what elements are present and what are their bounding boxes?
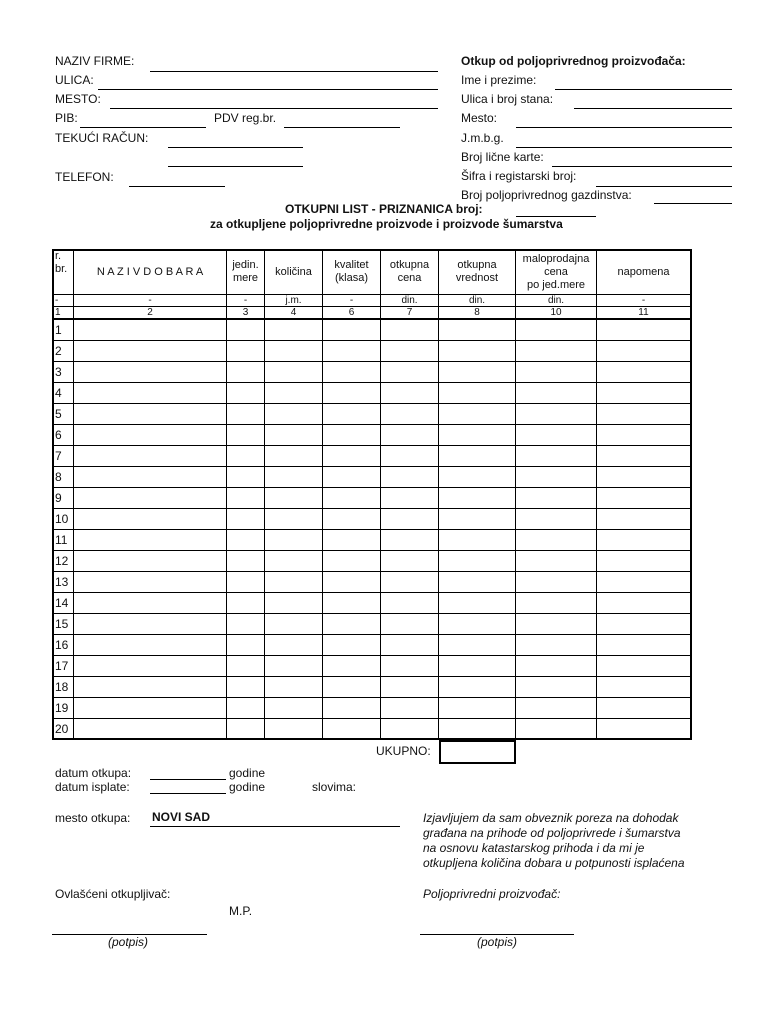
table-cell[interactable] xyxy=(439,656,516,677)
table-cell[interactable] xyxy=(381,635,439,656)
table-cell[interactable] xyxy=(597,635,691,656)
label-in-words: slovima: xyxy=(312,780,357,794)
table-cell[interactable] xyxy=(74,656,227,677)
reg-code-field[interactable] xyxy=(596,186,732,187)
statement-line-3: na osnovu katastarskog prihoda i da mi je xyxy=(423,841,645,855)
header-cell-1: N A Z I V D O B A R A xyxy=(74,250,227,295)
table-row xyxy=(53,383,691,404)
table-cell[interactable] xyxy=(74,530,227,551)
table-cell[interactable] xyxy=(265,404,323,425)
table-cell[interactable] xyxy=(323,341,381,362)
table-cell[interactable] xyxy=(516,509,597,530)
table-cell[interactable] xyxy=(381,383,439,404)
row-number: 2 xyxy=(53,341,74,362)
label-reg-code: Šifra i registarski broj: xyxy=(461,169,577,183)
table-row xyxy=(53,656,691,677)
table-cell[interactable] xyxy=(323,530,381,551)
purchase-place-value: NOVI SAD xyxy=(152,810,211,824)
row-number: 3 xyxy=(53,362,74,383)
pdv-field[interactable] xyxy=(284,127,400,128)
table-cell[interactable] xyxy=(323,488,381,509)
unit-cell-1: - xyxy=(74,295,227,307)
table-cell[interactable] xyxy=(516,614,597,635)
label-street: ULICA: xyxy=(55,73,94,87)
table-cell[interactable] xyxy=(265,446,323,467)
label-firm-name: NAZIV FIRME: xyxy=(55,54,135,68)
table-row xyxy=(53,341,691,362)
table-cell[interactable] xyxy=(597,446,691,467)
unit-cell-4: - xyxy=(323,295,381,307)
table-cell[interactable] xyxy=(516,698,597,719)
table-cell[interactable] xyxy=(597,551,691,572)
table-cell[interactable] xyxy=(227,446,265,467)
unit-cell-8: - xyxy=(597,295,691,307)
row-number: 17 xyxy=(53,656,74,677)
table-cell[interactable] xyxy=(516,593,597,614)
table-cell[interactable] xyxy=(439,425,516,446)
street-field[interactable] xyxy=(98,89,438,90)
table-cell[interactable] xyxy=(265,341,323,362)
id-card-field[interactable] xyxy=(552,166,732,167)
table-cell[interactable] xyxy=(597,656,691,677)
table-cell[interactable] xyxy=(74,698,227,719)
table-cell[interactable] xyxy=(516,551,597,572)
table-cell[interactable] xyxy=(74,488,227,509)
account-field-2[interactable] xyxy=(168,166,303,167)
document-title: OTKUPNI LIST - PRIZNANICA broj: xyxy=(285,202,483,216)
table-cell[interactable] xyxy=(74,341,227,362)
row-number: 8 xyxy=(53,467,74,488)
label-account: TEKUĆI RAČUN: xyxy=(55,131,149,145)
table-cell[interactable] xyxy=(323,719,381,740)
table-cell[interactable] xyxy=(516,383,597,404)
table-cell[interactable] xyxy=(265,319,323,341)
table-cell[interactable] xyxy=(439,719,516,740)
label-producer-name: Ime i prezime: xyxy=(461,73,537,87)
table-cell[interactable] xyxy=(265,488,323,509)
label-authorized-buyer: Ovlašćeni otkupljivač: xyxy=(55,887,171,901)
table-cell[interactable] xyxy=(227,677,265,698)
table-cell[interactable] xyxy=(516,488,597,509)
table-cell[interactable] xyxy=(381,719,439,740)
table-cell[interactable] xyxy=(227,698,265,719)
table-cell[interactable] xyxy=(516,677,597,698)
row-number: 15 xyxy=(53,614,74,635)
table-cell[interactable] xyxy=(227,509,265,530)
table-cell[interactable] xyxy=(265,635,323,656)
table-cell[interactable] xyxy=(74,425,227,446)
table-row xyxy=(53,404,691,425)
table-cell[interactable] xyxy=(597,593,691,614)
producer-place-field[interactable] xyxy=(516,127,732,128)
table-column-numbers-row xyxy=(53,307,691,320)
producer-section-title: Otkup od poljoprivrednog proizvođača: xyxy=(461,54,686,68)
table-cell[interactable] xyxy=(439,362,516,383)
table-cell[interactable] xyxy=(74,509,227,530)
table-cell[interactable] xyxy=(439,404,516,425)
firm-name-field[interactable] xyxy=(150,71,438,72)
table-cell[interactable] xyxy=(381,677,439,698)
table-cell[interactable] xyxy=(439,446,516,467)
table-cell[interactable] xyxy=(597,677,691,698)
table-cell[interactable] xyxy=(74,677,227,698)
table-cell[interactable] xyxy=(439,383,516,404)
table-cell[interactable] xyxy=(265,656,323,677)
column-number-cell-2: 3 xyxy=(227,307,265,320)
table-cell[interactable] xyxy=(227,551,265,572)
account-field-1[interactable] xyxy=(168,147,303,148)
table-cell[interactable] xyxy=(439,635,516,656)
table-cell[interactable] xyxy=(439,341,516,362)
table-cell[interactable] xyxy=(439,467,516,488)
table-cell[interactable] xyxy=(597,467,691,488)
table-cell[interactable] xyxy=(597,319,691,341)
row-number: 4 xyxy=(53,383,74,404)
table-cell[interactable] xyxy=(265,425,323,446)
table-cell[interactable] xyxy=(265,467,323,488)
table-cell[interactable] xyxy=(439,593,516,614)
table-cell[interactable] xyxy=(516,656,597,677)
producer-signature-label: (potpis) xyxy=(477,935,518,949)
table-cell[interactable] xyxy=(265,551,323,572)
table-cell[interactable] xyxy=(516,572,597,593)
table-row xyxy=(53,572,691,593)
table-cell[interactable] xyxy=(439,614,516,635)
row-number: 7 xyxy=(53,446,74,467)
table-cell[interactable] xyxy=(439,551,516,572)
table-row xyxy=(53,719,691,740)
table-cell[interactable] xyxy=(323,614,381,635)
label-pdv: PDV reg.br. xyxy=(214,111,277,125)
statement-line-2: građana na prihode od poljoprivrede i šumarstva xyxy=(423,826,681,840)
table-cell[interactable] xyxy=(381,425,439,446)
table-cell[interactable] xyxy=(265,698,323,719)
unit-cell-0: - xyxy=(53,295,74,307)
table-cell[interactable] xyxy=(516,530,597,551)
table-cell[interactable] xyxy=(516,362,597,383)
table-row xyxy=(53,677,691,698)
table-cell[interactable] xyxy=(265,572,323,593)
row-number: 5 xyxy=(53,404,74,425)
header-cell-0: r. br. xyxy=(53,250,74,295)
table-cell[interactable] xyxy=(265,362,323,383)
label-producer: Poljoprivredni proizvođač: xyxy=(423,887,561,901)
table-cell[interactable] xyxy=(597,572,691,593)
table-cell[interactable] xyxy=(227,319,265,341)
table-cell[interactable] xyxy=(265,593,323,614)
producer-name-field[interactable] xyxy=(555,89,732,90)
purchase-place-field[interactable] xyxy=(150,826,400,827)
unit-cell-6: din. xyxy=(439,295,516,307)
table-row xyxy=(53,425,691,446)
row-number: 12 xyxy=(53,551,74,572)
table-cell[interactable] xyxy=(439,677,516,698)
header-cell-4: kvalitet (klasa) xyxy=(323,250,381,295)
table-cell[interactable] xyxy=(323,509,381,530)
pib-field[interactable] xyxy=(80,127,206,128)
table-cell[interactable] xyxy=(323,362,381,383)
producer-address-field[interactable] xyxy=(574,108,732,109)
column-number-cell-7: 10 xyxy=(516,307,597,320)
label-pib: PIB: xyxy=(55,111,78,125)
column-number-cell-5: 7 xyxy=(381,307,439,320)
table-cell[interactable] xyxy=(227,614,265,635)
table-cell[interactable] xyxy=(597,425,691,446)
table-cell[interactable] xyxy=(323,425,381,446)
table-cell[interactable] xyxy=(74,551,227,572)
table-cell[interactable] xyxy=(516,319,597,341)
header-cell-8: napomena xyxy=(597,250,691,295)
table-cell[interactable] xyxy=(381,362,439,383)
label-producer-place: Mesto: xyxy=(461,111,498,125)
statement-line-1: Izjavljujem da sam obveznik poreza na dohodak xyxy=(423,811,679,825)
table-cell[interactable] xyxy=(227,488,265,509)
column-number-cell-3: 4 xyxy=(265,307,323,320)
jmbg-field[interactable] xyxy=(516,147,732,148)
table-cell[interactable] xyxy=(227,635,265,656)
table-cell[interactable] xyxy=(74,404,227,425)
header-cell-5: otkupna cena xyxy=(381,250,439,295)
table-cell[interactable] xyxy=(265,530,323,551)
table-cell[interactable] xyxy=(597,488,691,509)
table-cell[interactable] xyxy=(227,719,265,740)
row-number: 11 xyxy=(53,530,74,551)
table-row xyxy=(53,593,691,614)
table-cell[interactable] xyxy=(381,446,439,467)
document-subtitle: za otkupljene poljoprivredne proizvode i proizvode šumarstva xyxy=(210,217,563,231)
payment-date-field[interactable] xyxy=(150,793,226,794)
label-farm-number: Broj poljoprivrednog gazdinstva: xyxy=(461,188,632,202)
label-payment-date: datum isplate: xyxy=(55,780,130,794)
table-cell[interactable] xyxy=(381,572,439,593)
column-number-cell-8: 11 xyxy=(597,307,691,320)
table-cell[interactable] xyxy=(227,656,265,677)
table-cell[interactable] xyxy=(597,341,691,362)
table-cell[interactable] xyxy=(516,446,597,467)
table-units-row xyxy=(53,295,691,307)
table-cell[interactable] xyxy=(74,614,227,635)
table-row xyxy=(53,362,691,383)
place-field[interactable] xyxy=(110,108,438,109)
label-jmbg: J.m.b.g. xyxy=(461,131,504,145)
column-number-cell-0: 1 xyxy=(53,307,74,320)
table-cell[interactable] xyxy=(597,530,691,551)
label-year-1: godine xyxy=(229,766,266,780)
table-cell[interactable] xyxy=(597,362,691,383)
purchase-date-field[interactable] xyxy=(150,779,226,780)
table-cell[interactable] xyxy=(516,341,597,362)
unit-cell-2: - xyxy=(227,295,265,307)
label-place: MESTO: xyxy=(55,92,101,106)
table-cell[interactable] xyxy=(323,635,381,656)
table-cell[interactable] xyxy=(74,383,227,404)
row-number: 19 xyxy=(53,698,74,719)
table-cell[interactable] xyxy=(74,635,227,656)
table-cell[interactable] xyxy=(323,572,381,593)
table-cell[interactable] xyxy=(74,467,227,488)
total-value-box[interactable] xyxy=(439,740,516,764)
table-row xyxy=(53,530,691,551)
table-cell[interactable] xyxy=(227,383,265,404)
row-number: 13 xyxy=(53,572,74,593)
table-cell[interactable] xyxy=(227,572,265,593)
header-cell-2: jedin. mere xyxy=(227,250,265,295)
table-cell[interactable] xyxy=(227,593,265,614)
table-cell[interactable] xyxy=(227,530,265,551)
table-row xyxy=(53,446,691,467)
table-cell[interactable] xyxy=(597,698,691,719)
table-cell[interactable] xyxy=(516,467,597,488)
table-cell[interactable] xyxy=(323,656,381,677)
stamp-label: M.P. xyxy=(229,904,253,918)
table-cell[interactable] xyxy=(74,572,227,593)
table-row xyxy=(53,551,691,572)
column-number-cell-6: 8 xyxy=(439,307,516,320)
table-cell[interactable] xyxy=(323,551,381,572)
table-cell[interactable] xyxy=(381,593,439,614)
table-cell[interactable] xyxy=(516,719,597,740)
table-row xyxy=(53,488,691,509)
table-cell[interactable] xyxy=(227,404,265,425)
table-cell[interactable] xyxy=(74,362,227,383)
table-row xyxy=(53,319,691,341)
table-cell[interactable] xyxy=(74,319,227,341)
table-cell[interactable] xyxy=(439,319,516,341)
table-cell[interactable] xyxy=(381,614,439,635)
label-year-2: godine xyxy=(229,780,266,794)
row-number: 14 xyxy=(53,593,74,614)
table-cell[interactable] xyxy=(439,509,516,530)
table-row xyxy=(53,614,691,635)
table-cell[interactable] xyxy=(597,614,691,635)
items-table xyxy=(52,249,691,740)
table-cell[interactable] xyxy=(597,383,691,404)
row-number: 16 xyxy=(53,635,74,656)
table-cell[interactable] xyxy=(381,319,439,341)
table-row xyxy=(53,467,691,488)
table-cell[interactable] xyxy=(381,509,439,530)
table-cell[interactable] xyxy=(381,698,439,719)
row-number: 9 xyxy=(53,488,74,509)
table-cell[interactable] xyxy=(381,656,439,677)
table-cell[interactable] xyxy=(439,698,516,719)
table-cell[interactable] xyxy=(516,404,597,425)
table-cell[interactable] xyxy=(439,572,516,593)
label-purchase-date: datum otkupa: xyxy=(55,766,132,780)
row-number: 6 xyxy=(53,425,74,446)
phone-field[interactable] xyxy=(129,186,225,187)
table-cell[interactable] xyxy=(227,425,265,446)
table-cell[interactable] xyxy=(381,488,439,509)
table-cell[interactable] xyxy=(227,341,265,362)
table-cell[interactable] xyxy=(597,719,691,740)
table-cell[interactable] xyxy=(265,677,323,698)
unit-cell-5: din. xyxy=(381,295,439,307)
header-cell-7: maloprodajna cena po jed.mere xyxy=(516,250,597,295)
table-cell[interactable] xyxy=(381,404,439,425)
total-label: UKUPNO: xyxy=(376,744,431,758)
table-cell[interactable] xyxy=(265,509,323,530)
table-cell[interactable] xyxy=(323,404,381,425)
label-purchase-place: mesto otkupa: xyxy=(55,811,131,825)
buyer-signature-label: (potpis) xyxy=(108,935,149,949)
unit-cell-7: din. xyxy=(516,295,597,307)
table-row xyxy=(53,698,691,719)
label-phone: TELEFON: xyxy=(55,170,114,184)
table-row xyxy=(53,635,691,656)
table-cell[interactable] xyxy=(516,425,597,446)
header-cell-6: otkupna vrednost xyxy=(439,250,516,295)
header-cell-3: količina xyxy=(265,250,323,295)
table-cell[interactable] xyxy=(74,719,227,740)
statement-line-4: otkupljena količina dobara u potpunosti isplaćena xyxy=(423,856,685,870)
table-cell[interactable] xyxy=(381,341,439,362)
table-cell[interactable] xyxy=(381,467,439,488)
table-cell[interactable] xyxy=(323,467,381,488)
table-cell[interactable] xyxy=(439,530,516,551)
row-number: 18 xyxy=(53,677,74,698)
table-cell[interactable] xyxy=(381,551,439,572)
table-cell[interactable] xyxy=(227,467,265,488)
table-cell[interactable] xyxy=(516,635,597,656)
table-cell[interactable] xyxy=(381,530,439,551)
table-header-row xyxy=(53,250,691,295)
label-producer-address: Ulica i broj stana: xyxy=(461,92,554,106)
farm-number-field[interactable] xyxy=(654,203,732,204)
table-cell[interactable] xyxy=(265,719,323,740)
unit-cell-3: j.m. xyxy=(265,295,323,307)
table-cell[interactable] xyxy=(227,362,265,383)
table-row xyxy=(53,509,691,530)
table-cell[interactable] xyxy=(597,509,691,530)
table-cell[interactable] xyxy=(323,446,381,467)
table-cell[interactable] xyxy=(265,383,323,404)
row-number: 10 xyxy=(53,509,74,530)
label-id-card: Broj lične karte: xyxy=(461,150,544,164)
table-cell[interactable] xyxy=(323,319,381,341)
table-cell[interactable] xyxy=(74,593,227,614)
row-number: 20 xyxy=(53,719,74,740)
column-number-cell-4: 6 xyxy=(323,307,381,320)
column-number-cell-1: 2 xyxy=(74,307,227,320)
table-cell[interactable] xyxy=(597,404,691,425)
table-cell[interactable] xyxy=(439,488,516,509)
table-cell[interactable] xyxy=(323,593,381,614)
table-cell[interactable] xyxy=(323,698,381,719)
table-cell[interactable] xyxy=(74,446,227,467)
table-cell[interactable] xyxy=(323,677,381,698)
table-cell[interactable] xyxy=(265,614,323,635)
table-cell[interactable] xyxy=(323,383,381,404)
row-number: 1 xyxy=(53,319,74,341)
